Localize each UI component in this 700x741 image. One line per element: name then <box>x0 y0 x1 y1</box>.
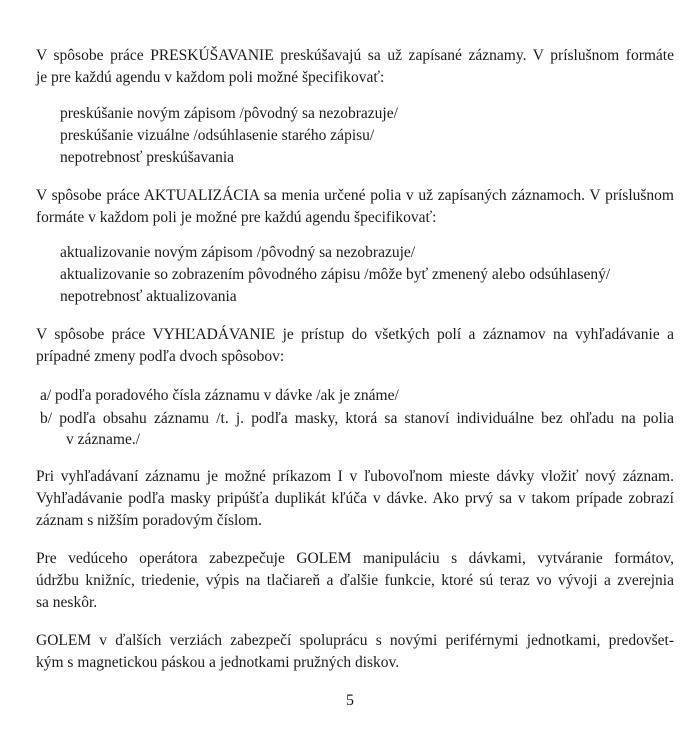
paragraph-4-line-1: Pri vyhľadávaní záznamu je možné príkazom I v ľubovoľnom mieste dávky vložiť nový záznam. <box>36 468 674 485</box>
option-b-line-1: b/ podľa obsahu záznamu /t. j. podľa masky, ktorá sa stanoví individuálne bez ohľadu na polia <box>40 410 674 427</box>
paragraph-4-line-2: Vyhľadávanie podľa masky pripúšťa duplikát kľúča v dávke. Ako prvý sa v takom prípade zobrazí <box>36 490 674 507</box>
paragraph-3-line-1: V spôsobe práce VYHĽADÁVANIE je prístup do všetkých polí a záznamov na vyhľadávanie a <box>36 326 674 343</box>
paragraph-3-line-2: prípadné zmeny podľa dvoch spôsobov: <box>36 348 285 365</box>
option-b-line-2: v zázname./ <box>66 431 141 448</box>
list-1-item-2: preskúšanie vizuálne /odsúhlasenie starého zápisu/ <box>60 127 375 144</box>
list-1-item-1: preskúšanie novým zápisom /pôvodný sa nezobrazuje/ <box>60 105 398 122</box>
paragraph-5-line-3: sa neskôr. <box>36 594 98 611</box>
paragraph-1-line-1: V spôsobe práce PRESKÚŠAVANIE preskúšavajú sa už zapísané záznamy. V príslušnom formáte <box>36 47 674 64</box>
list-2-item-2: aktualizovanie so zobrazením pôvodného zápisu /môže byť zmenený alebo odsúhlasený/ <box>60 266 611 283</box>
paragraph-5-line-1: Pre vedúceho operátora zabezpečuje GOLEM manipuláciu s dávkami, vytváranie formátov, <box>36 550 674 567</box>
list-2-item-3: nepotrebnosť aktualizovania <box>60 288 237 305</box>
page-number: 5 <box>346 692 354 709</box>
option-a: a/ podľa poradového čísla záznamu v dávke /ak je známe/ <box>40 387 399 404</box>
paragraph-4-line-3: záznam s nižším poradovým číslom. <box>36 512 262 529</box>
paragraph-2-line-2: formáte v každom poli je možné pre každú agendu špecifikovať: <box>36 209 437 226</box>
paragraph-5-line-2: údržbu knižníc, triedenie, výpis na tlačiareň a ďalšie funkcie, ktoré sú teraz vo vývoji a zverejnia <box>36 572 674 589</box>
paragraph-2-line-1: V spôsobe práce AKTUALIZÁCIA sa menia určené polia v už zapísaných záznamoch. V príslušnom <box>36 187 674 204</box>
paragraph-6-line-2: kým s magnetickou páskou a jednotkami pružných diskov. <box>36 654 400 671</box>
list-2-item-1: aktualizovanie novým zápisom /pôvodný sa nezobrazuje/ <box>60 244 416 261</box>
paragraph-6-line-1: GOLEM v ďalších verziách zabezpečí spoluprácu s novými periférnymi jednotkami, predovšet- <box>36 632 674 649</box>
list-1-item-3: nepotrebnosť preskúšavania <box>60 149 235 166</box>
paragraph-1-line-2: je pre každú agendu v každom poli možné špecifikovať: <box>36 69 385 86</box>
